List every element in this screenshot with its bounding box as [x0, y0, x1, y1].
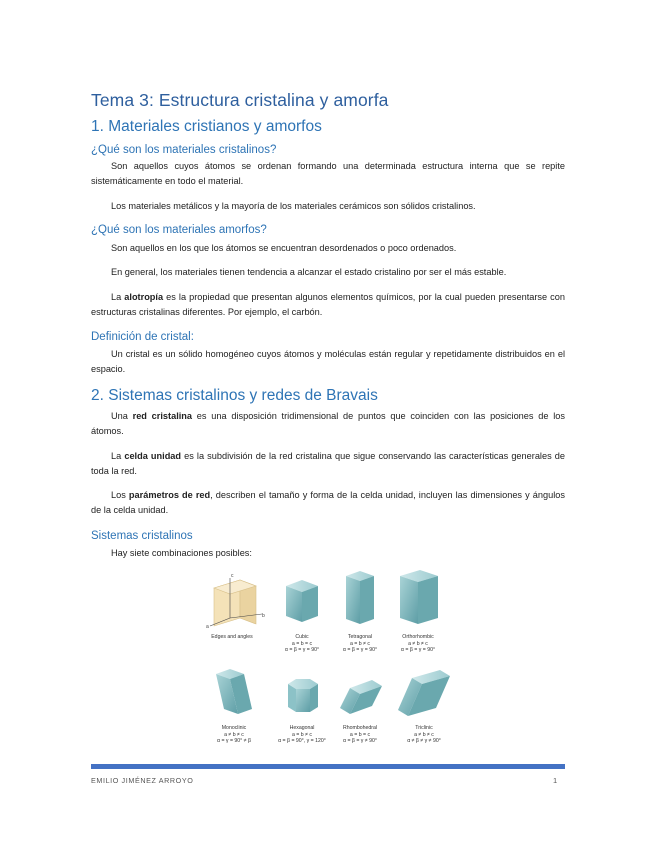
- paragraph-stable-state: En general, los materiales tienen tendencia a alcanzar el estado cristalino por ser el más estable.: [111, 267, 507, 277]
- caption-edges: a = b = c: [291, 640, 313, 647]
- figure-caption-cubic: [270, 634, 334, 654]
- figure-caption-hexagonal: [270, 725, 334, 745]
- footer-page-number: 1: [553, 776, 558, 785]
- paragraph-seven-combinations: Hay siete combinaciones posibles:: [111, 548, 252, 558]
- document-title: Tema 3: Estructura cristalina y amorfa: [91, 90, 389, 110]
- caption-edges: a = b ≠ c: [291, 731, 312, 738]
- edges-angles-diagram: [206, 573, 265, 630]
- triclinic-cell-icon: [398, 670, 450, 716]
- lattice-post: es una disposición tridimensional de puntos que coinciden con las posiciones de los átomos.: [91, 411, 565, 436]
- allotropy-term: alotropía: [124, 292, 164, 302]
- hexagonal-cell-icon: [288, 679, 318, 712]
- cubic-cell-icon: [286, 580, 318, 622]
- section-1-heading: 1. Materiales cristianos y amorfos: [91, 118, 322, 135]
- question-crystalline-heading: ¿Qué son los materiales cristalinos?: [91, 144, 277, 156]
- footer-rule: [91, 764, 565, 769]
- paragraph-unit-cell: [91, 449, 565, 479]
- caption-name: Cubic: [295, 634, 309, 640]
- lattice-params-term: parámetros de red: [128, 490, 211, 500]
- paragraph-crystal-definition: Un cristal es un sólido homogéneo cuyos átomos y moléculas están regular y repetidamente distribuidos en el espacio.: [91, 349, 565, 374]
- svg-text:b: b: [262, 613, 265, 619]
- caption-angles: α = β = γ ≠ 90°: [343, 738, 377, 744]
- unit-cell-post: es la subdivisión de la red cristalina que sigue conservando las características generales de toda la red.: [91, 451, 565, 476]
- rhombohedral-cell-icon: [340, 680, 382, 714]
- crystal-systems-heading: Sistemas cristalinos: [91, 530, 193, 542]
- question-amorphous-heading: ¿Qué son los materiales amorfos?: [91, 224, 267, 236]
- paragraph-crystal-lattice: [91, 409, 565, 439]
- caption-name: Monoclinic: [221, 725, 247, 731]
- paragraph-allotropy: [91, 290, 565, 320]
- allotropy-pre: La: [111, 292, 125, 302]
- orthorhombic-cell-icon: [400, 570, 438, 624]
- section-2-heading: 2. Sistemas cristalinos y redes de Bravais: [91, 387, 378, 404]
- crystal-definition-heading: Definición de cristal:: [91, 331, 194, 343]
- caption-edges: a ≠ b ≠ c: [224, 731, 244, 738]
- unit-cell-term: celda unidad: [124, 451, 182, 461]
- caption-angles: α = β = γ = 90°: [342, 647, 378, 653]
- paragraph-metals-ceramics: Los materiales metálicos y la mayoría de los materiales cerámicos son sólidos cristalinos.: [111, 201, 476, 211]
- caption-name: Hexagonal: [289, 725, 315, 731]
- figure-caption-orthorhombic: [386, 634, 450, 654]
- caption-name: Triclinic: [415, 725, 433, 731]
- caption-name: Rhombohedral: [342, 725, 378, 731]
- figure-caption-tetragonal: [328, 634, 392, 654]
- allotropy-post: es la propiedad que presentan algunos elementos químicos, por la cual pueden presentarse con estructuras cristalinas diferentes. Por ejemplo, el carbón.: [91, 292, 565, 317]
- caption-angles: α = β = γ = 90°: [400, 647, 436, 653]
- caption-edges: a = b ≠ c: [349, 640, 370, 647]
- caption-name: Tetragonal: [347, 634, 373, 640]
- lattice-pre: Una: [111, 411, 133, 421]
- lattice-params-post: , describen el tamaño y forma de la celda unidad, incluyen las dimensiones y ángulos de la celda unidad.: [91, 490, 565, 515]
- caption-name: Edges and angles: [211, 634, 253, 640]
- paragraph-lattice-parameters: [91, 488, 565, 518]
- paragraph-amorphous-definition: Son aquellos en los que los átomos se encuentran desordenados o poco ordenados.: [111, 243, 457, 253]
- crystal-systems-figure: [200, 566, 456, 752]
- lattice-term: red cristalina: [132, 411, 193, 421]
- figure-caption-monoclinic: [202, 725, 266, 745]
- svg-text:c: c: [231, 573, 234, 579]
- caption-name: Orthorhombic: [402, 634, 434, 640]
- caption-edges: a ≠ b ≠ c: [408, 640, 428, 647]
- monoclinic-cell-icon: [216, 669, 252, 714]
- figure-caption-edges: [200, 634, 264, 641]
- caption-angles: α = β = γ = 90°: [284, 647, 320, 653]
- svg-text:a: a: [206, 624, 209, 630]
- paragraph-crystalline-definition: Son aquellos cuyos átomos se ordenan formando una determinada estructura interna que se repite sistemáticamente en todo el material.: [91, 161, 565, 186]
- caption-angles: α = β = 90°, γ = 120°: [278, 738, 326, 744]
- caption-edges: a = b = c: [349, 731, 371, 738]
- caption-edges: a ≠ b ≠ c: [414, 731, 434, 738]
- caption-angles: α ≠ β ≠ γ ≠ 90°: [407, 738, 441, 744]
- figure-caption-rhombohedral: [328, 725, 392, 745]
- lattice-params-pre: Los: [111, 490, 129, 500]
- footer-author: EMILIO JIMÉNEZ ARROYO: [91, 776, 194, 785]
- figure-caption-triclinic: [392, 725, 456, 745]
- caption-angles: α = γ = 90° ≠ β: [217, 738, 251, 744]
- unit-cell-pre: La: [111, 451, 125, 461]
- tetragonal-cell-icon: [346, 571, 374, 624]
